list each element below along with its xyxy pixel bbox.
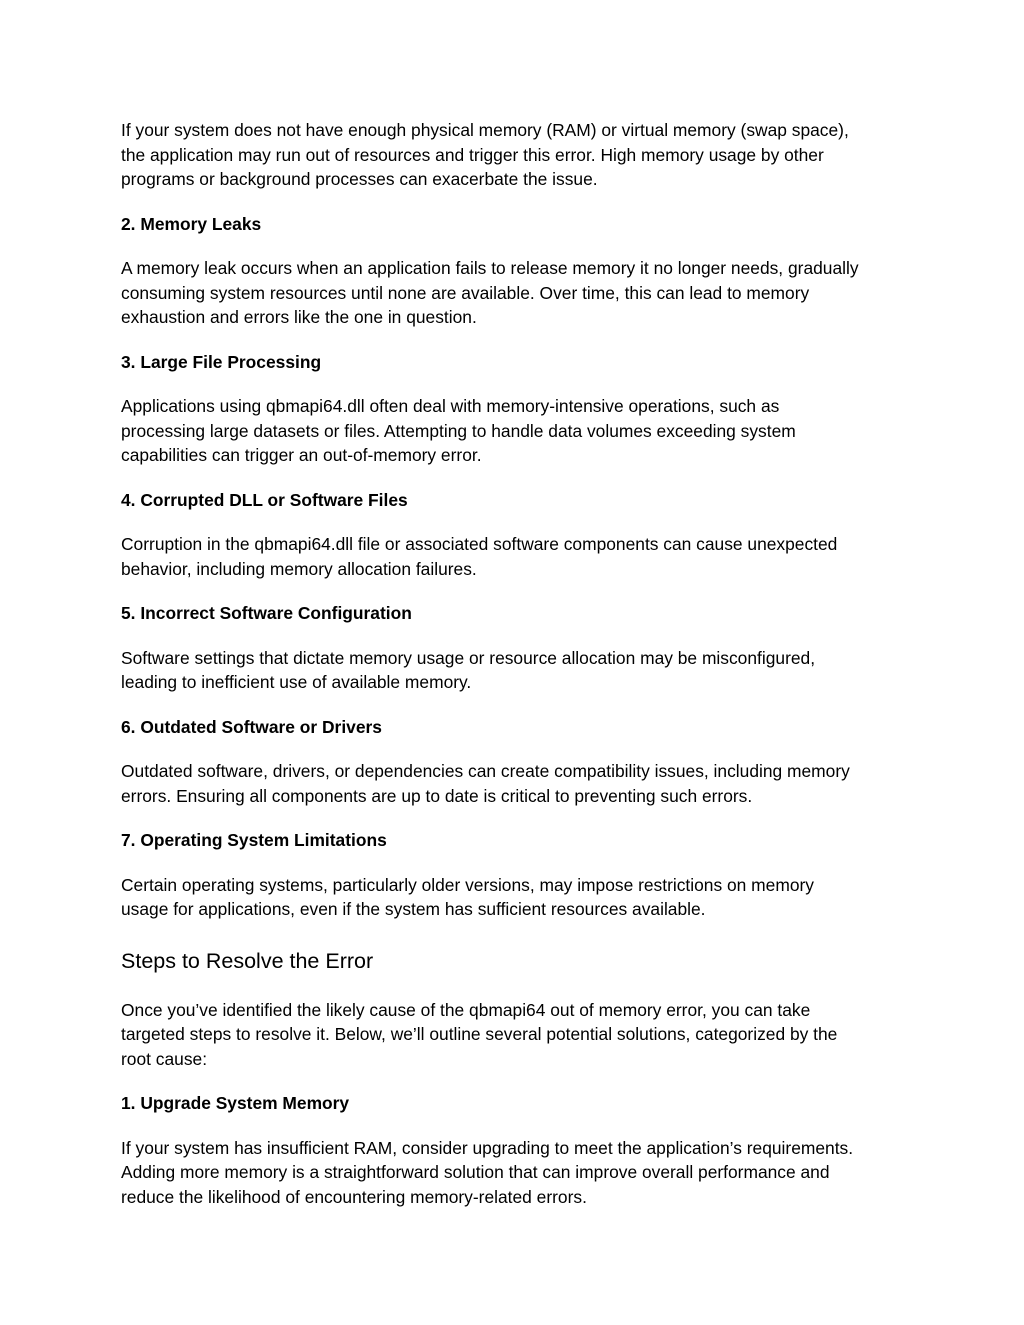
cause-heading-os-limitations: 7. Operating System Limitations — [121, 830, 387, 850]
cause-heading-incorrect-configuration: 5. Incorrect Software Configuration — [121, 603, 412, 623]
cause-body-large-file-processing: Applications using qbmapi64.dll often deal with memory-intensive operations, such as processing large datasets or files. Attempting to handle data volumes exceeding system capabilities can trigger an out-of-memory error. — [121, 396, 796, 465]
section-title-steps-to-resolve: Steps to Resolve the Error — [121, 948, 374, 973]
cause-heading-corrupted-dll: 4. Corrupted DLL or Software Files — [121, 489, 408, 510]
cause-heading-memory-leaks: 2. Memory Leaks — [121, 213, 262, 234]
cause-heading-large-file-processing: 3. Large File Processing — [121, 351, 322, 372]
cause-body-memory-leaks: A memory leak occurs when an application fails to release memory it no longer needs, gradually consuming system resources until none are available. Over time, this can lead to memory exhaustion and errors like the one in question. — [121, 258, 859, 327]
step-body-upgrade-memory: If your system has insufficient RAM, consider upgrading to meet the application’s requirements. Adding more memory is a straightforward solution that can improve overall performance and reduce the likelihood of encountering memory-related errors. — [121, 1137, 854, 1207]
cause-body-incorrect-configuration: Software settings that dictate memory usage or resource allocation may be misconfigured, leading to inefficient use of available memory. — [121, 647, 816, 692]
step-heading-upgrade-memory: 1. Upgrade System Memory — [121, 1093, 350, 1113]
intro-paragraph: If your system does not have enough physical memory (RAM) or virtual memory (swap space), the application may run out of resources and trigger this error. High memory usage by other programs or background processes can exacerbate the issue. — [121, 120, 849, 189]
cause-body-outdated-software: Outdated software, drivers, or dependencies can create compatibility issues, including memory errors. Ensuring all components are up to date is critical to preventing such errors. — [121, 761, 850, 806]
cause-body-os-limitations: Certain operating systems, particularly older versions, may impose restrictions on memory usage for applications, even if the system has sufficient resources available. — [121, 874, 814, 919]
cause-heading-outdated-software: 6. Outdated Software or Drivers — [121, 716, 382, 737]
cause-body-corrupted-dll: Corruption in the qbmapi64.dll file or associated software components can cause unexpected behavior, including memory allocation failures. — [121, 534, 838, 579]
resolve-intro-paragraph: Once you’ve identified the likely cause of the qbmapi64 out of memory error, you can take targeted steps to resolve it. Below, we’ll outline several potential solutions, categorized by the root cause: — [121, 999, 838, 1069]
